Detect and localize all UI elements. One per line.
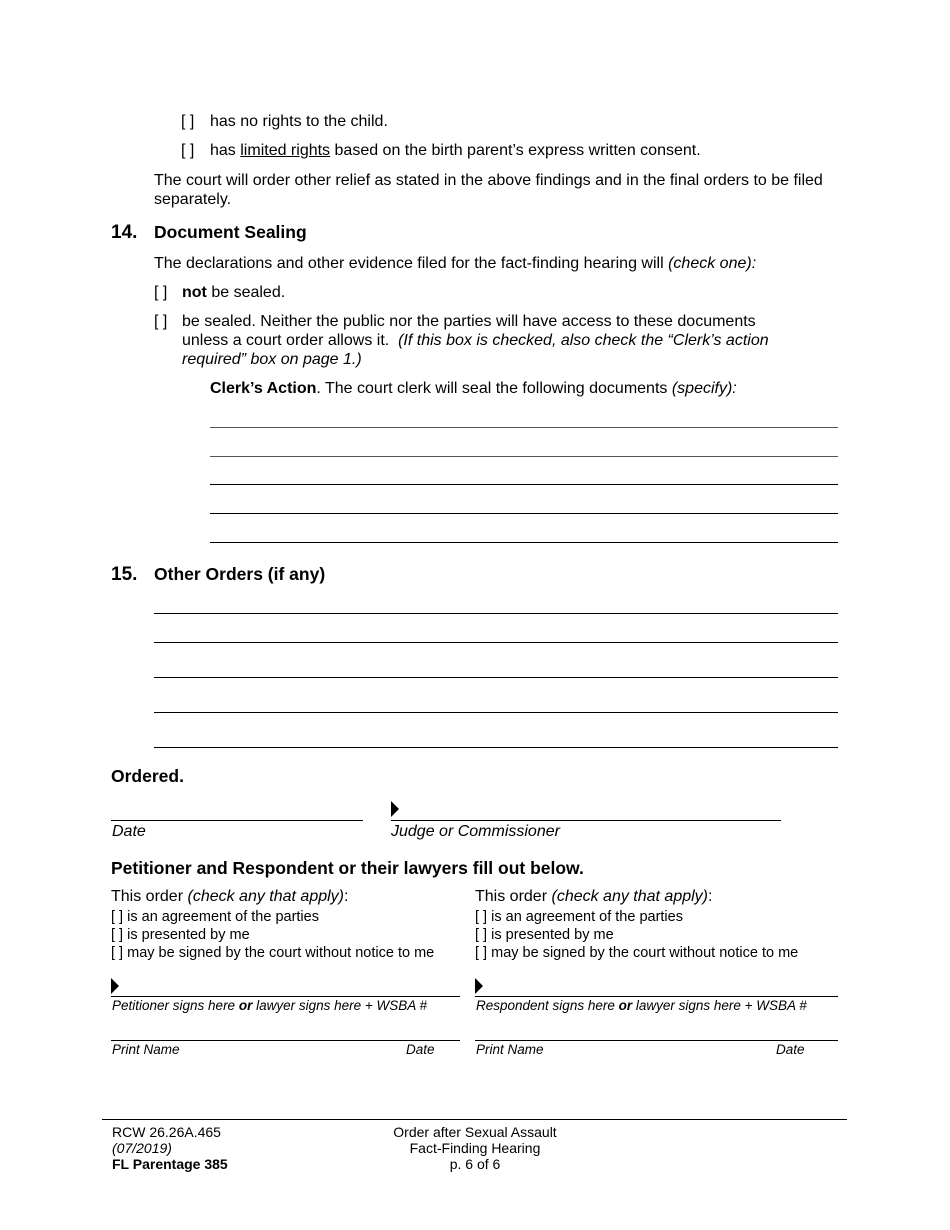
clerk-line-5[interactable] xyxy=(210,542,838,543)
section-14-intro: The declarations and other evidence filed for the fact-finding hearing will (check one): xyxy=(154,255,757,272)
footer-form-id: FL Parentage 385 xyxy=(112,1156,228,1172)
opt-sealed-line2: unless a court order allows it. (If this box is checked, also check the “Clerk’s action xyxy=(182,332,769,349)
pet-print-name-label: Print Name xyxy=(112,1042,180,1057)
checkbox-sealed[interactable]: [ ] xyxy=(154,313,168,330)
resp-sign-arrow-icon xyxy=(475,978,483,994)
opt-sealed-line3: required” box on page 1.) xyxy=(182,351,362,368)
section-15-title: Other Orders (if any) xyxy=(154,564,326,584)
checkbox-limited-rights[interactable]: [ ] xyxy=(181,142,195,159)
pet-opt-agreement[interactable]: [ ] is an agreement of the parties xyxy=(111,909,319,925)
opt-not-sealed-label: not be sealed. xyxy=(182,284,286,301)
opt-sealed-line1: be sealed. Neither the public nor the parties will have access to these documents xyxy=(182,313,756,330)
resp-opt-agreement[interactable]: [ ] is an agreement of the parties xyxy=(475,909,683,925)
resp-order-label: This order (check any that apply): xyxy=(475,888,713,905)
pet-opt-presented[interactable]: [ ] is presented by me xyxy=(111,927,250,943)
limited-rights-link[interactable]: limited rights xyxy=(240,142,331,159)
footer-title-2: Fact-Finding Hearing xyxy=(409,1140,541,1156)
resp-sign-caption: Respondent signs here or lawyer signs here + WSBA # xyxy=(476,998,807,1013)
footer-title-1: Order after Sexual Assault xyxy=(393,1124,557,1140)
section-14-title: Document Sealing xyxy=(154,222,307,242)
judge-label: Judge or Commissioner xyxy=(391,823,560,840)
footer-page-number: p. 6 of 6 xyxy=(449,1156,501,1172)
resp-print-name-line[interactable] xyxy=(475,1040,838,1041)
pet-opt-no-notice[interactable]: [ ] may be signed by the court without notice to me xyxy=(111,945,435,961)
judge-signature-line[interactable] xyxy=(391,820,781,821)
other-orders-line-5[interactable] xyxy=(154,747,838,748)
clerk-line-1[interactable] xyxy=(210,427,838,428)
resp-opt-no-notice[interactable]: [ ] may be signed by the court without notice to me xyxy=(475,945,799,961)
ordered-title: Ordered. xyxy=(111,766,184,786)
checkbox-no-rights[interactable]: [ ] xyxy=(181,113,195,130)
clerk-line-3[interactable] xyxy=(210,484,838,485)
pet-checkbox-presented: [ ] xyxy=(111,927,124,943)
footer-rule xyxy=(102,1119,847,1120)
sign-here-arrow-icon xyxy=(391,801,399,817)
resp-signature-line[interactable] xyxy=(475,996,838,997)
resp-checkbox-agreement: [ ] xyxy=(475,909,488,925)
resp-checkbox-presented: [ ] xyxy=(475,927,488,943)
relief-text: The court will order other relief as stated in the above findings and in the final orders to be filed separately. xyxy=(154,172,823,208)
resp-checkbox-no-notice: [ ] xyxy=(475,945,488,961)
clerk-action-text: Clerk’s Action. The court clerk will seal the following documents (specify): xyxy=(210,380,737,397)
footer-rcw: RCW 26.26A.465 xyxy=(112,1124,221,1140)
resp-date-label: Date xyxy=(776,1042,805,1057)
section-15-number: 15. xyxy=(111,564,138,585)
pet-sign-caption: Petitioner signs here or lawyer signs here + WSBA # xyxy=(112,998,428,1013)
clerk-line-4[interactable] xyxy=(210,513,838,514)
pet-print-name-line[interactable] xyxy=(111,1040,460,1041)
date-signature-line[interactable] xyxy=(111,820,363,821)
footer-revision-date: (07/2019) xyxy=(112,1140,172,1156)
pet-sign-arrow-icon xyxy=(111,978,119,994)
other-orders-line-3[interactable] xyxy=(154,677,838,678)
resp-opt-presented[interactable]: [ ] is presented by me xyxy=(475,927,614,943)
pet-signature-line[interactable] xyxy=(111,996,460,997)
pet-checkbox-no-notice: [ ] xyxy=(111,945,124,961)
clerk-line-2[interactable] xyxy=(210,456,838,457)
pet-order-label: This order (check any that apply): xyxy=(111,888,349,905)
section-14-number: 14. xyxy=(111,222,138,243)
other-orders-line-1[interactable] xyxy=(154,613,838,614)
parties-heading: Petitioner and Respondent or their lawyers fill out below. xyxy=(111,858,584,878)
date-label: Date xyxy=(112,823,146,840)
other-orders-line-2[interactable] xyxy=(154,642,838,643)
other-orders-line-4[interactable] xyxy=(154,712,838,713)
pet-checkbox-agreement: [ ] xyxy=(111,909,124,925)
opt-limited-rights-label: has limited rights based on the birth parent’s express written consent. xyxy=(210,142,701,159)
checkbox-not-sealed[interactable]: [ ] xyxy=(154,284,168,301)
pet-date-label: Date xyxy=(406,1042,435,1057)
opt-no-rights-label: has no rights to the child. xyxy=(210,113,388,130)
resp-print-name-label: Print Name xyxy=(476,1042,544,1057)
